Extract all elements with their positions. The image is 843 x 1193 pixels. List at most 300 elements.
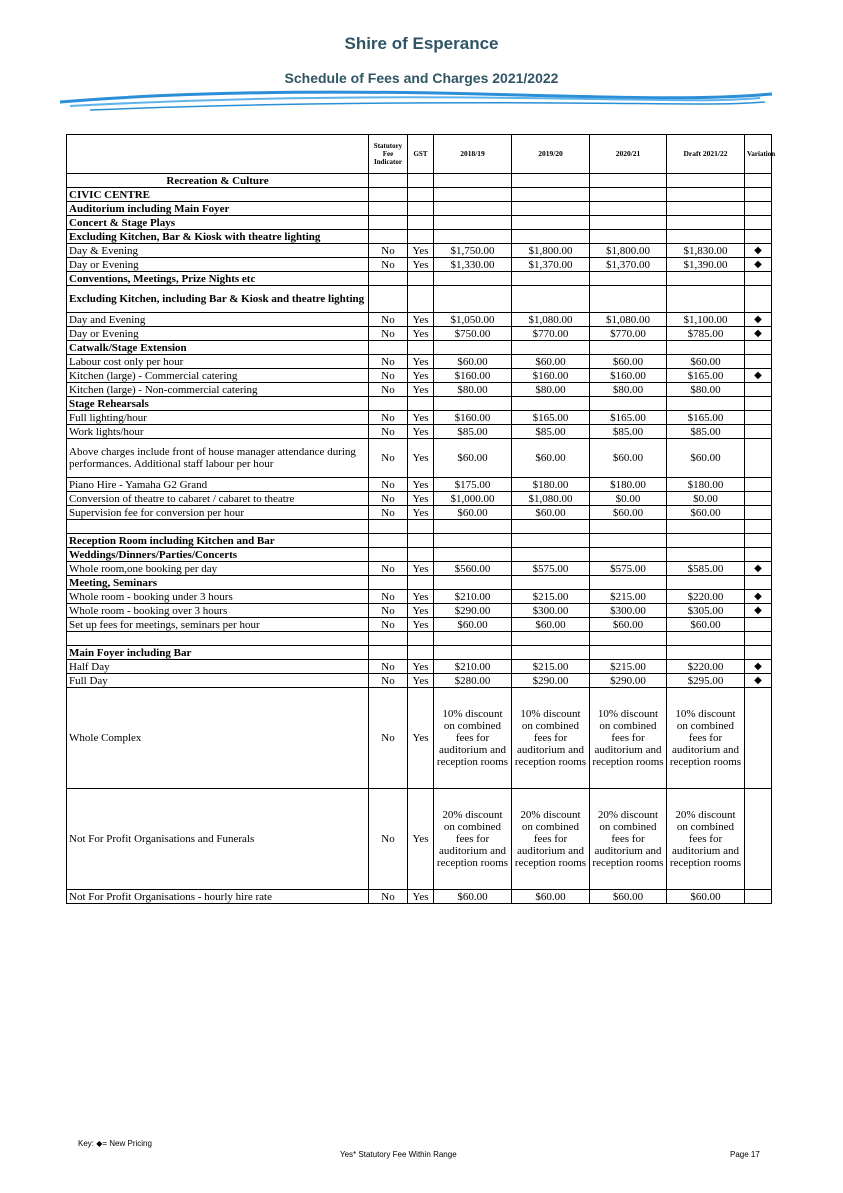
empty-cell bbox=[369, 576, 408, 590]
empty-cell bbox=[369, 534, 408, 548]
fee-2019-20: $290.00 bbox=[512, 674, 590, 688]
fee-draft-2021-22: $220.00 bbox=[667, 590, 745, 604]
empty-cell bbox=[667, 174, 745, 188]
item-label: Day and Evening bbox=[67, 313, 369, 327]
table-row bbox=[67, 425, 772, 439]
empty-cell bbox=[369, 520, 408, 534]
statutory-indicator: No bbox=[369, 492, 408, 506]
statutory-indicator: No bbox=[369, 618, 408, 632]
column-header: GST bbox=[408, 135, 434, 174]
fee-draft-2021-22: $165.00 bbox=[667, 369, 745, 383]
section-heading: CIVIC CENTRE bbox=[67, 188, 369, 202]
fee-draft-2021-22: $785.00 bbox=[667, 327, 745, 341]
gst-indicator: Yes bbox=[408, 369, 434, 383]
fee-2020-21: $1,080.00 bbox=[590, 313, 667, 327]
table-row bbox=[67, 789, 772, 890]
variation-marker bbox=[745, 411, 772, 425]
fee-2018-19: $1,000.00 bbox=[434, 492, 512, 506]
empty-cell bbox=[369, 230, 408, 244]
item-label: Full Day bbox=[67, 674, 369, 688]
fee-2020-21: $300.00 bbox=[590, 604, 667, 618]
variation-marker bbox=[745, 355, 772, 369]
variation-marker bbox=[745, 688, 772, 789]
item-label: Day or Evening bbox=[67, 327, 369, 341]
fee-draft-2021-22: $1,390.00 bbox=[667, 258, 745, 272]
empty-cell bbox=[667, 576, 745, 590]
empty-cell bbox=[369, 646, 408, 660]
empty-cell bbox=[745, 646, 772, 660]
table-row bbox=[67, 660, 772, 674]
variation-marker bbox=[745, 789, 772, 890]
section-heading: Weddings/Dinners/Parties/Concerts bbox=[67, 548, 369, 562]
fee-2020-21: 20% discount on combined fees for auditorium and reception rooms bbox=[590, 789, 667, 890]
empty-cell bbox=[667, 520, 745, 534]
fee-2019-20: $575.00 bbox=[512, 562, 590, 576]
fee-2020-21: $0.00 bbox=[590, 492, 667, 506]
table-row bbox=[67, 272, 772, 286]
fee-2018-19: $210.00 bbox=[434, 590, 512, 604]
empty-cell bbox=[512, 341, 590, 355]
gst-indicator: Yes bbox=[408, 506, 434, 520]
table-row bbox=[67, 632, 772, 646]
fee-2018-19: $60.00 bbox=[434, 618, 512, 632]
statutory-indicator: No bbox=[369, 660, 408, 674]
empty-cell bbox=[667, 632, 745, 646]
item-label: Piano Hire - Yamaha G2 Grand bbox=[67, 478, 369, 492]
fee-2018-19: 10% discount on combined fees for auditorium and reception rooms bbox=[434, 688, 512, 789]
statutory-indicator: No bbox=[369, 425, 408, 439]
table-row bbox=[67, 590, 772, 604]
empty-cell bbox=[369, 548, 408, 562]
table-row bbox=[67, 439, 772, 478]
fee-2020-21: $770.00 bbox=[590, 327, 667, 341]
item-label: Day & Evening bbox=[67, 244, 369, 258]
statutory-indicator: No bbox=[369, 313, 408, 327]
empty-cell bbox=[408, 230, 434, 244]
fee-2018-19: $290.00 bbox=[434, 604, 512, 618]
statutory-footnote: Yes* Statutory Fee Within Range bbox=[340, 1150, 457, 1159]
fee-2019-20: $1,080.00 bbox=[512, 313, 590, 327]
section-heading: Meeting, Seminars bbox=[67, 576, 369, 590]
empty-cell bbox=[590, 230, 667, 244]
item-label: Kitchen (large) - Commercial catering bbox=[67, 369, 369, 383]
fee-2019-20: $1,080.00 bbox=[512, 492, 590, 506]
fee-2020-21: $85.00 bbox=[590, 425, 667, 439]
variation-marker bbox=[745, 439, 772, 478]
section-heading: Catwalk/Stage Extension bbox=[67, 341, 369, 355]
empty-cell bbox=[434, 341, 512, 355]
fee-2020-21: $215.00 bbox=[590, 590, 667, 604]
variation-marker: ◆ bbox=[745, 369, 772, 383]
item-label: Conversion of theatre to cabaret / cabaret to theatre bbox=[67, 492, 369, 506]
variation-marker: ◆ bbox=[745, 562, 772, 576]
fee-2019-20: $60.00 bbox=[512, 890, 590, 904]
empty-cell bbox=[745, 272, 772, 286]
empty-cell bbox=[369, 202, 408, 216]
empty-cell bbox=[667, 341, 745, 355]
statutory-indicator: No bbox=[369, 383, 408, 397]
empty-cell bbox=[408, 548, 434, 562]
fee-2019-20: $180.00 bbox=[512, 478, 590, 492]
fee-2019-20: 10% discount on combined fees for auditorium and reception rooms bbox=[512, 688, 590, 789]
fee-2020-21: $1,370.00 bbox=[590, 258, 667, 272]
fee-2020-21: $60.00 bbox=[590, 355, 667, 369]
column-header: 2018/19 bbox=[434, 135, 512, 174]
fee-2019-20: $1,370.00 bbox=[512, 258, 590, 272]
empty-cell bbox=[512, 397, 590, 411]
table-row bbox=[67, 397, 772, 411]
empty-cell bbox=[369, 341, 408, 355]
empty-cell bbox=[590, 534, 667, 548]
fee-draft-2021-22: $60.00 bbox=[667, 890, 745, 904]
item-label: Labour cost only per hour bbox=[67, 355, 369, 369]
empty-cell bbox=[408, 216, 434, 230]
empty-cell bbox=[408, 286, 434, 313]
empty-cell bbox=[667, 188, 745, 202]
variation-marker bbox=[745, 478, 772, 492]
table-row bbox=[67, 604, 772, 618]
fee-draft-2021-22: 10% discount on combined fees for auditorium and reception rooms bbox=[667, 688, 745, 789]
fee-2020-21: $60.00 bbox=[590, 890, 667, 904]
empty-cell bbox=[745, 576, 772, 590]
table-row bbox=[67, 258, 772, 272]
fee-2018-19: $80.00 bbox=[434, 383, 512, 397]
empty-cell bbox=[408, 202, 434, 216]
statutory-indicator: No bbox=[369, 411, 408, 425]
empty-cell bbox=[434, 632, 512, 646]
variation-marker bbox=[745, 425, 772, 439]
item-label: Not For Profit Organisations - hourly hire rate bbox=[67, 890, 369, 904]
empty-cell bbox=[408, 520, 434, 534]
variation-marker: ◆ bbox=[745, 244, 772, 258]
table-row bbox=[67, 534, 772, 548]
column-header: Draft 2021/22 bbox=[667, 135, 745, 174]
statutory-indicator: No bbox=[369, 244, 408, 258]
fee-2020-21: $60.00 bbox=[590, 506, 667, 520]
fee-draft-2021-22: $1,100.00 bbox=[667, 313, 745, 327]
fee-2018-19: $85.00 bbox=[434, 425, 512, 439]
empty-cell bbox=[590, 174, 667, 188]
empty-cell bbox=[369, 188, 408, 202]
fee-2018-19: $60.00 bbox=[434, 890, 512, 904]
fee-2020-21: $215.00 bbox=[590, 660, 667, 674]
fee-2020-21: $80.00 bbox=[590, 383, 667, 397]
empty-cell bbox=[745, 230, 772, 244]
table-row bbox=[67, 341, 772, 355]
table-row bbox=[67, 520, 772, 534]
key-legend: Key: ◆= New Pricing bbox=[78, 1139, 152, 1148]
document-subtitle: Schedule of Fees and Charges 2021/2022 bbox=[284, 70, 559, 86]
item-label: Full lighting/hour bbox=[67, 411, 369, 425]
empty-cell bbox=[408, 174, 434, 188]
item-label: Half Day bbox=[67, 660, 369, 674]
gst-indicator: Yes bbox=[408, 688, 434, 789]
empty-cell bbox=[434, 397, 512, 411]
fee-draft-2021-22: 20% discount on combined fees for auditorium and reception rooms bbox=[667, 789, 745, 890]
fee-2018-19: $1,330.00 bbox=[434, 258, 512, 272]
statutory-indicator: No bbox=[369, 355, 408, 369]
item-label: Work lights/hour bbox=[67, 425, 369, 439]
empty-cell bbox=[408, 272, 434, 286]
variation-marker bbox=[745, 618, 772, 632]
variation-marker: ◆ bbox=[745, 258, 772, 272]
empty-cell bbox=[408, 341, 434, 355]
fee-2018-19: $175.00 bbox=[434, 478, 512, 492]
statutory-indicator: No bbox=[369, 590, 408, 604]
gst-indicator: Yes bbox=[408, 327, 434, 341]
decorative-swoosh bbox=[60, 88, 772, 116]
fee-2020-21: $165.00 bbox=[590, 411, 667, 425]
fee-2019-20: $60.00 bbox=[512, 506, 590, 520]
gst-indicator: Yes bbox=[408, 258, 434, 272]
empty-cell bbox=[590, 188, 667, 202]
fee-draft-2021-22: $295.00 bbox=[667, 674, 745, 688]
gst-indicator: Yes bbox=[408, 590, 434, 604]
fee-2018-19: $1,050.00 bbox=[434, 313, 512, 327]
empty-cell bbox=[667, 548, 745, 562]
variation-marker bbox=[745, 506, 772, 520]
empty-cell bbox=[745, 188, 772, 202]
fee-2019-20: $215.00 bbox=[512, 590, 590, 604]
gst-indicator: Yes bbox=[408, 492, 434, 506]
empty-cell bbox=[369, 174, 408, 188]
table-row bbox=[67, 478, 772, 492]
empty-cell bbox=[745, 202, 772, 216]
item-label: Kitchen (large) - Non-commercial catering bbox=[67, 383, 369, 397]
empty-cell bbox=[369, 397, 408, 411]
empty-cell bbox=[434, 202, 512, 216]
fee-draft-2021-22: $220.00 bbox=[667, 660, 745, 674]
table-row bbox=[67, 506, 772, 520]
empty-cell bbox=[512, 202, 590, 216]
empty-cell bbox=[512, 174, 590, 188]
fee-draft-2021-22: $305.00 bbox=[667, 604, 745, 618]
empty-cell bbox=[590, 397, 667, 411]
empty-cell bbox=[434, 520, 512, 534]
fee-2019-20: $60.00 bbox=[512, 618, 590, 632]
empty-cell bbox=[512, 632, 590, 646]
fee-2019-20: $300.00 bbox=[512, 604, 590, 618]
fee-2019-20: $60.00 bbox=[512, 355, 590, 369]
column-header: Statutory Fee Indicator bbox=[369, 135, 408, 174]
fee-2019-20: $85.00 bbox=[512, 425, 590, 439]
statutory-indicator: No bbox=[369, 439, 408, 478]
empty-cell bbox=[512, 230, 590, 244]
fee-2019-20: $160.00 bbox=[512, 369, 590, 383]
variation-marker bbox=[745, 492, 772, 506]
fee-2018-19: $210.00 bbox=[434, 660, 512, 674]
statutory-indicator: No bbox=[369, 327, 408, 341]
empty-cell bbox=[408, 397, 434, 411]
fee-draft-2021-22: $1,830.00 bbox=[667, 244, 745, 258]
table-row bbox=[67, 548, 772, 562]
empty-cell bbox=[67, 632, 369, 646]
gst-indicator: Yes bbox=[408, 411, 434, 425]
fee-draft-2021-22: $60.00 bbox=[667, 439, 745, 478]
empty-cell bbox=[512, 534, 590, 548]
statutory-indicator: No bbox=[369, 478, 408, 492]
gst-indicator: Yes bbox=[408, 674, 434, 688]
gst-indicator: Yes bbox=[408, 439, 434, 478]
fee-2019-20: $165.00 bbox=[512, 411, 590, 425]
empty-cell bbox=[512, 520, 590, 534]
empty-cell bbox=[408, 646, 434, 660]
empty-cell bbox=[745, 534, 772, 548]
variation-marker bbox=[745, 383, 772, 397]
fee-2018-19: 20% discount on combined fees for auditorium and reception rooms bbox=[434, 789, 512, 890]
empty-cell bbox=[408, 632, 434, 646]
empty-cell bbox=[512, 646, 590, 660]
item-label: Supervision fee for conversion per hour bbox=[67, 506, 369, 520]
empty-cell bbox=[369, 216, 408, 230]
section-heading: Stage Rehearsals bbox=[67, 397, 369, 411]
empty-cell bbox=[408, 576, 434, 590]
variation-marker: ◆ bbox=[745, 590, 772, 604]
fee-2018-19: $160.00 bbox=[434, 411, 512, 425]
fee-2019-20: $60.00 bbox=[512, 439, 590, 478]
table-row bbox=[67, 890, 772, 904]
empty-cell bbox=[67, 520, 369, 534]
fee-2018-19: $160.00 bbox=[434, 369, 512, 383]
empty-cell bbox=[590, 272, 667, 286]
fee-2018-19: $560.00 bbox=[434, 562, 512, 576]
fee-2020-21: $1,800.00 bbox=[590, 244, 667, 258]
empty-cell bbox=[512, 188, 590, 202]
item-label: Whole room,one booking per day bbox=[67, 562, 369, 576]
empty-cell bbox=[408, 188, 434, 202]
empty-cell bbox=[369, 286, 408, 313]
column-header: 2019/20 bbox=[512, 135, 590, 174]
empty-cell bbox=[512, 216, 590, 230]
gst-indicator: Yes bbox=[408, 789, 434, 890]
item-label: Not For Profit Organisations and Funerals bbox=[67, 789, 369, 890]
empty-cell bbox=[745, 548, 772, 562]
empty-cell bbox=[745, 397, 772, 411]
empty-cell bbox=[434, 534, 512, 548]
fee-draft-2021-22: $60.00 bbox=[667, 355, 745, 369]
fee-2018-19: $60.00 bbox=[434, 355, 512, 369]
table-row bbox=[67, 327, 772, 341]
empty-cell bbox=[590, 341, 667, 355]
table-row bbox=[67, 688, 772, 789]
gst-indicator: Yes bbox=[408, 425, 434, 439]
fee-2018-19: $1,750.00 bbox=[434, 244, 512, 258]
empty-cell bbox=[590, 202, 667, 216]
empty-cell bbox=[434, 576, 512, 590]
table-row bbox=[67, 174, 772, 188]
table-row bbox=[67, 646, 772, 660]
fee-draft-2021-22: $0.00 bbox=[667, 492, 745, 506]
empty-cell bbox=[667, 202, 745, 216]
fee-2020-21: $60.00 bbox=[590, 439, 667, 478]
fee-draft-2021-22: $85.00 bbox=[667, 425, 745, 439]
item-label: Whole Complex bbox=[67, 688, 369, 789]
empty-cell bbox=[434, 174, 512, 188]
variation-marker: ◆ bbox=[745, 674, 772, 688]
table-header-row bbox=[67, 135, 772, 174]
statutory-indicator: No bbox=[369, 789, 408, 890]
table-row bbox=[67, 202, 772, 216]
fees-table bbox=[66, 134, 776, 904]
table-row bbox=[67, 355, 772, 369]
gst-indicator: Yes bbox=[408, 244, 434, 258]
empty-cell bbox=[590, 548, 667, 562]
gst-indicator: Yes bbox=[408, 355, 434, 369]
empty-cell bbox=[667, 230, 745, 244]
empty-cell bbox=[369, 272, 408, 286]
empty-cell bbox=[434, 188, 512, 202]
fee-2019-20: $1,800.00 bbox=[512, 244, 590, 258]
table-row bbox=[67, 411, 772, 425]
empty-cell bbox=[434, 230, 512, 244]
gst-indicator: Yes bbox=[408, 562, 434, 576]
statutory-indicator: No bbox=[369, 890, 408, 904]
empty-cell bbox=[512, 548, 590, 562]
item-label: Set up fees for meetings, seminars per hour bbox=[67, 618, 369, 632]
fee-2020-21: $290.00 bbox=[590, 674, 667, 688]
item-label: Day or Evening bbox=[67, 258, 369, 272]
statutory-indicator: No bbox=[369, 506, 408, 520]
empty-cell bbox=[434, 286, 512, 313]
empty-cell bbox=[512, 576, 590, 590]
fee-2019-20: $770.00 bbox=[512, 327, 590, 341]
fee-draft-2021-22: $80.00 bbox=[667, 383, 745, 397]
variation-marker: ◆ bbox=[745, 313, 772, 327]
fee-2018-19: $750.00 bbox=[434, 327, 512, 341]
empty-cell bbox=[667, 286, 745, 313]
empty-cell bbox=[745, 520, 772, 534]
empty-cell bbox=[667, 646, 745, 660]
empty-cell bbox=[667, 216, 745, 230]
variation-marker: ◆ bbox=[745, 327, 772, 341]
empty-cell bbox=[667, 272, 745, 286]
table-row bbox=[67, 383, 772, 397]
empty-cell bbox=[590, 216, 667, 230]
gst-indicator: Yes bbox=[408, 604, 434, 618]
section-heading: Excluding Kitchen, Bar & Kiosk with theatre lighting bbox=[67, 230, 369, 244]
fee-2019-20: 20% discount on combined fees for auditorium and reception rooms bbox=[512, 789, 590, 890]
column-header: Variation bbox=[745, 135, 772, 174]
fee-2018-19: $280.00 bbox=[434, 674, 512, 688]
gst-indicator: Yes bbox=[408, 478, 434, 492]
page-number: Page 17 bbox=[730, 1150, 760, 1159]
statutory-indicator: No bbox=[369, 688, 408, 789]
empty-cell bbox=[745, 341, 772, 355]
fee-2020-21: $180.00 bbox=[590, 478, 667, 492]
fee-draft-2021-22: $585.00 bbox=[667, 562, 745, 576]
empty-cell bbox=[667, 534, 745, 548]
empty-cell bbox=[512, 272, 590, 286]
table-row bbox=[67, 492, 772, 506]
table-row bbox=[67, 230, 772, 244]
fee-2018-19: $60.00 bbox=[434, 439, 512, 478]
statutory-indicator: No bbox=[369, 604, 408, 618]
table-row bbox=[67, 369, 772, 383]
category-heading: Recreation & Culture bbox=[67, 174, 369, 188]
fee-2018-19: $60.00 bbox=[434, 506, 512, 520]
gst-indicator: Yes bbox=[408, 618, 434, 632]
section-heading: Excluding Kitchen, including Bar & Kiosk and theatre lighting bbox=[67, 286, 369, 313]
empty-cell bbox=[590, 632, 667, 646]
table-row bbox=[67, 576, 772, 590]
variation-marker: ◆ bbox=[745, 660, 772, 674]
gst-indicator: Yes bbox=[408, 660, 434, 674]
variation-marker: ◆ bbox=[745, 604, 772, 618]
table-row bbox=[67, 618, 772, 632]
fee-draft-2021-22: $165.00 bbox=[667, 411, 745, 425]
empty-cell bbox=[667, 397, 745, 411]
section-heading: Concert & Stage Plays bbox=[67, 216, 369, 230]
